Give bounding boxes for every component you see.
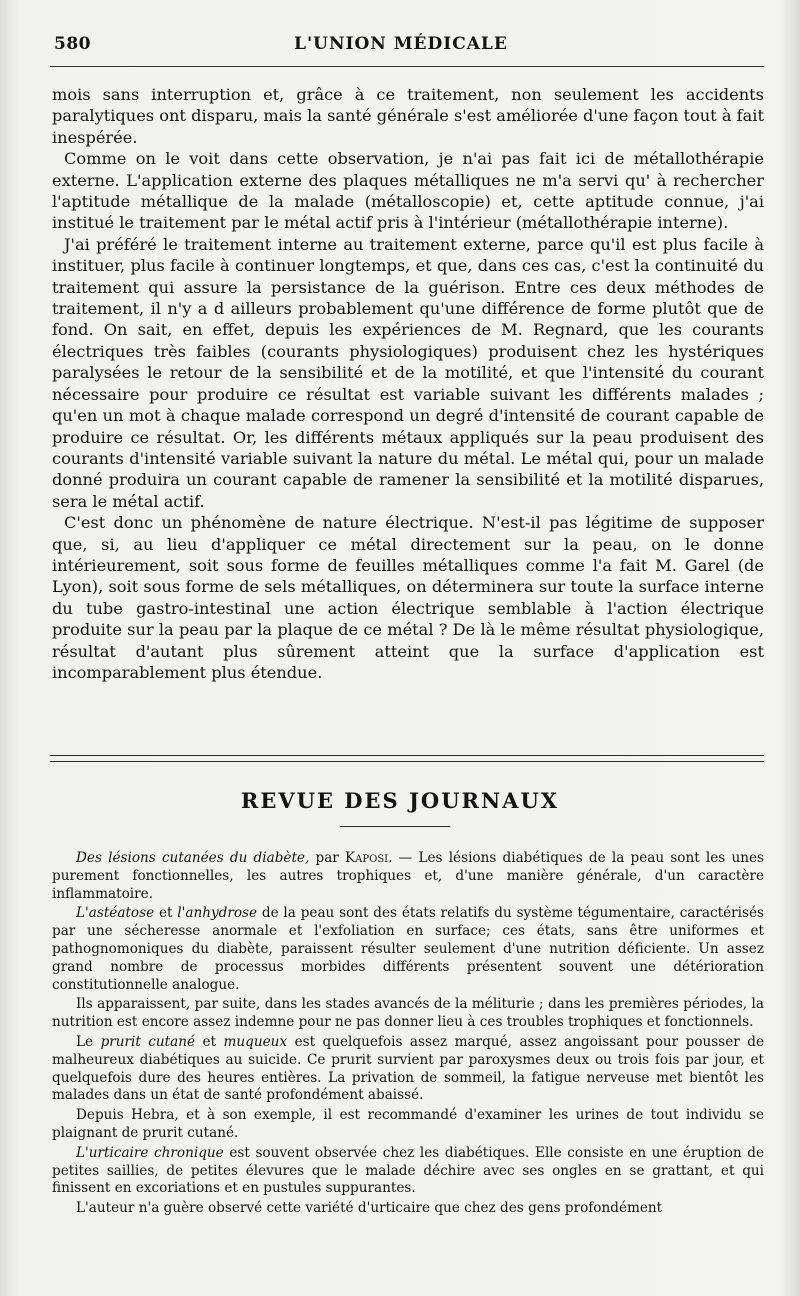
review-paragraph: Ils apparaissent, par suite, dans les stades avancés de la méliturie ; dans les premières périodes, la nutrition est encore assez indemne pour ne pas donner lieu à ces troubles trophiques et fonctionnels. [52,996,764,1031]
section-underline [340,826,450,827]
review-text-run: de la peau sont des états relatifs du système tégumentaire, caractérisés par une sécheresse anormale et l'exfoliation en surface; ces états, sans être uniformes et pathognomoniques du diabète, paraissent résulter seulement d'une nutrition déficiente. Un assez grand nombre de processus morbides différents présentent souvent une détérioration constitutionnelle analogue. [52,905,764,993]
article-title: Des lésions cutanées du diabète, [76,850,310,866]
review-paragraph: Depuis Hebra, et à son exemple, il est recommandé d'examiner les urines de tout individu se plaignant de prurit cutané. [52,1107,764,1141]
review-paragraph: L'auteur n'a guère observé cette variété d'urticaire que chez des gens profondément [76,1200,663,1217]
paragraph: Comme on le voit dans cette observation, je n'ai pas fait ici de métallothérapie externe. L'application externe des plaques métalliques ne m'a servi qu' à rechercher l'aptitude métallique de la malade (métalloscopie) et, cette aptitude connue, j'ai institué le traitement par le métal actif pris à l'intérieur (métallothérapie interne). [52,149,764,233]
section-title: REVUE DES JOURNAUX [240,788,560,813]
review-text-run: est quelquefois assez marqué, assez angoissant pour pousser de malheureux diabétiques au suicide. Ce prurit survient par paroxysmes deux ou trois fois par jour, et quelquefois dure des heures entières. La privation de sommeil, la fatigue nerveuse met bientôt les malades dans un état de santé profondément abaissé. [52,1033,764,1104]
review-text-run: et [202,1033,217,1050]
review-text-run: est souvent observée chez les diabétiques. Elle consiste en une éruption de petites saillies, de petites élevures que le malade déchire avec ses ongles en se grattant, et qui finissent en excoriations et en pustules suppurantes. [52,1144,764,1197]
running-title: L'UNION MÉDICALE [294,34,508,54]
paragraph: C'est donc un phénomène de nature électrique. N'est-il pas légitime de supposer que, si, au lieu d'appliquer ce métal directement sur la peau, on le donne intérieurement, soit sous forme de feuilles métalliques comme l'a fait M. Garel (de Lyon), soit sous forme de sels métalliques, on déterminera sur toute la surface interne du tube gastro-intestinal une action électrique semblable à l'action électrique produite sur la peau par la plaque de ce métal ? De là le même résultat physiologique, résultat d'autant plus sûrement atteint que la surface d'application est incomparablement plus étendue. [52,513,764,682]
review-text-run: Le [76,1033,94,1050]
term: muqueux [223,1033,288,1050]
section-divider [50,755,764,762]
review-paragraph [52,1145,764,1198]
review-text [52,850,764,1220]
review-paragraph [52,850,764,903]
review-text-run: et [158,905,173,922]
paragraph: mois sans interruption et, grâce à ce traitement, non seulement les accidents paralytiques ont disparu, mais la santé générale s'est améliorée d'une façon tout à fait inespérée. [52,85,764,147]
term: l'anhydrose [177,905,258,922]
review-text-run: — Les lésions diabétiques de la peau sont les unes purement fonctionnelles, les autres trophiques et, d'une manière générale, d'un caractère inflammatoire. [52,850,764,902]
term: L'urticaire chronique [76,1144,224,1161]
page-header [54,34,760,62]
review-paragraph [52,905,764,994]
term: L'astéatose [76,905,155,922]
page-number: 580 [54,34,91,54]
review-paragraph [52,1034,764,1105]
paragraph: J'ai préféré le traitement interne au traitement externe, parce qu'il est plus facile à instituer, plus facile à continuer longtemps, et que, dans ces cas, c'est la continuité du traitement qui assure la persistance de la guérison. Entre ces deux méthodes de traitement, il n'y a d ailleurs probablement qu'une différence de forme plutôt que de fond. On sait, en effet, depuis les expériences de M. Regnard, que les courants électriques très faibles (courants physiologiques) produisent chez les hystériques paralysées le retour de la sensibilité et de la motilité, et que l'intensité du courant nécessaire pour produire ce résultat est variable suivant les différents malades ; qu'en un mot à chaque malade correspond un degré d'intensité de courant capable de produire ce résultat. Or, les différents métaux appliqués sur la peau produisent des courants d'intensité variable suivant la nature du métal. Le métal qui, pour un malade donné produira un courant capable de ramener la sensibilité et la motilité disparues, sera le métal actif. [52,234,764,511]
article-author: Kaposi. [345,850,393,866]
header-rule [50,66,764,67]
by-word: par [315,850,339,866]
main-text [52,84,764,683]
term: prurit cutané [100,1033,196,1050]
